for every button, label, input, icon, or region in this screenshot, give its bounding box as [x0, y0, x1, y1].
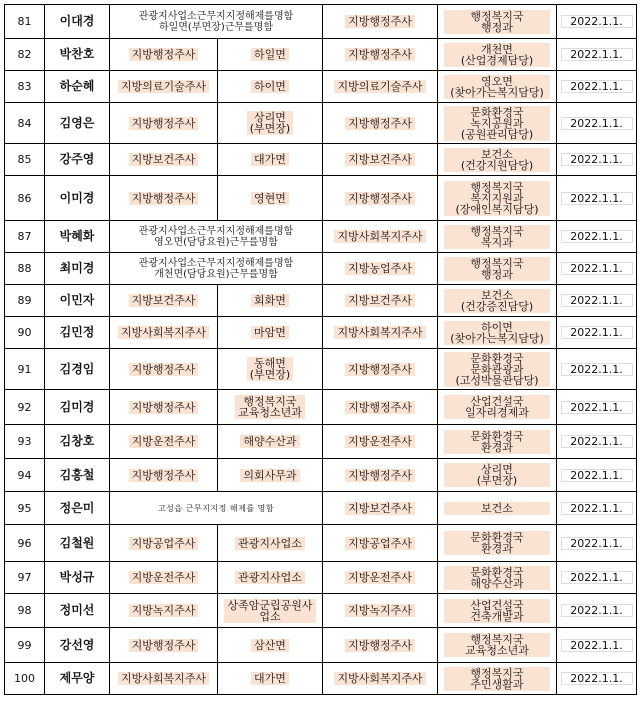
effective-date-text: 2022.1.1.	[561, 262, 633, 275]
destination-department	[438, 349, 557, 390]
row-number	[5, 562, 45, 594]
destination-department	[438, 39, 557, 71]
table-row	[5, 285, 637, 317]
row-number	[5, 221, 45, 253]
current-position	[110, 525, 218, 562]
effective-date-text: 2022.1.1.	[561, 15, 633, 28]
effective-date-text: 2022.1.1.	[561, 571, 633, 584]
current-position-text: 지방의료기술주사	[118, 80, 209, 93]
person-name-text: 김창호	[59, 434, 95, 448]
destination-department	[438, 663, 557, 695]
current-department	[218, 103, 323, 144]
person-name	[45, 39, 110, 71]
row-number-text: 99	[17, 638, 32, 652]
current-position-text: 지방공업주사	[129, 537, 199, 550]
person-name	[45, 425, 110, 459]
table-row	[5, 5, 637, 39]
new-position-text: 지방운전주사	[345, 571, 415, 584]
current-position-text: 지방녹지주사	[129, 604, 199, 617]
new-position	[323, 144, 438, 176]
effective-date	[557, 492, 637, 525]
person-name	[45, 525, 110, 562]
new-position	[323, 317, 438, 349]
new-position	[323, 5, 438, 39]
destination-department	[438, 103, 557, 144]
person-name-text: 이미경	[59, 190, 95, 205]
destination-department-text: 문화환경국 해양수산과	[444, 566, 550, 590]
table-row	[5, 628, 637, 663]
current-assignment	[110, 492, 323, 525]
row-number	[5, 5, 45, 39]
effective-date-text: 2022.1.1.	[561, 537, 633, 550]
destination-department	[438, 5, 557, 39]
row-number	[5, 71, 45, 103]
current-assignment-text: 관광지사업소근무지지정해제를명함 하일면(부면장)근무를명함	[138, 10, 294, 33]
destination-department	[438, 71, 557, 103]
new-position-text: 지방행정주사	[345, 192, 415, 205]
destination-department-text: 산업건설국 건축개발과	[444, 599, 550, 623]
current-department-text: 상리면 (부면장)	[247, 111, 293, 135]
row-number-text: 82	[17, 48, 32, 61]
current-position-text: 지방사회복지주사	[118, 326, 209, 339]
row-number	[5, 663, 45, 695]
row-number-text: 86	[17, 191, 32, 205]
new-position	[323, 253, 438, 285]
new-position-text: 지방의료기술주사	[334, 80, 425, 93]
new-position	[323, 349, 438, 390]
person-name-text: 강선영	[59, 637, 95, 652]
current-position-text: 지방행정주사	[129, 363, 199, 376]
row-number-text: 81	[17, 15, 32, 28]
person-name-text: 김홍철	[59, 467, 95, 482]
destination-department-text: 보건소 (건강지원담당)	[444, 148, 550, 172]
effective-date-text: 2022.1.1.	[561, 672, 633, 685]
person-name	[45, 562, 110, 594]
row-number	[5, 39, 45, 71]
table-row	[5, 71, 637, 103]
effective-date-text: 2022.1.1.	[561, 502, 633, 515]
destination-department-text: 상리면 (부면장)	[444, 463, 550, 487]
current-department-text: 영현면	[251, 192, 289, 205]
new-position-text: 지방사회복지주사	[334, 230, 425, 243]
new-position-text: 지방운전주사	[345, 435, 415, 448]
new-position	[323, 562, 438, 594]
table-row	[5, 390, 637, 425]
person-name	[45, 144, 110, 176]
new-position-text: 지방행정주사	[345, 401, 415, 414]
effective-date-text: 2022.1.1.	[561, 80, 633, 93]
current-position-text: 지방사회복지주사	[118, 672, 209, 685]
destination-department-text: 문화환경국 문화관광과 (고성박물관담당)	[444, 352, 550, 387]
row-number-text: 89	[17, 294, 32, 307]
current-assignment	[110, 5, 323, 39]
current-position	[110, 628, 218, 663]
current-department-text: 회화면	[251, 294, 289, 307]
person-name	[45, 71, 110, 103]
current-position	[110, 562, 218, 594]
current-department-text: 대가면	[251, 672, 289, 685]
effective-date	[557, 562, 637, 594]
destination-department-text: 행정복지국 주민생활과	[444, 667, 550, 691]
person-name-text: 박혜화	[59, 229, 95, 243]
row-number	[5, 594, 45, 628]
current-department-text: 해양수산과	[240, 435, 299, 448]
row-number-text: 91	[17, 362, 32, 376]
current-position-text: 지방행정주사	[129, 117, 199, 130]
current-department	[218, 39, 323, 71]
table-row	[5, 663, 637, 695]
destination-department	[438, 562, 557, 594]
current-department	[218, 562, 323, 594]
effective-date-text: 2022.1.1.	[561, 230, 633, 243]
current-position	[110, 459, 218, 492]
effective-date	[557, 144, 637, 176]
current-department	[218, 628, 323, 663]
current-assignment	[110, 253, 323, 285]
effective-date-text: 2022.1.1.	[561, 401, 633, 414]
current-department	[218, 71, 323, 103]
row-number	[5, 525, 45, 562]
current-department-text: 동해면 (부면장)	[247, 357, 293, 381]
table-row	[5, 594, 637, 628]
effective-date	[557, 317, 637, 349]
new-position-text: 지방행정주사	[345, 117, 415, 130]
effective-date-text: 2022.1.1.	[561, 48, 633, 61]
current-department	[218, 459, 323, 492]
effective-date	[557, 39, 637, 71]
row-number-text: 98	[17, 604, 32, 617]
person-name	[45, 492, 110, 525]
effective-date	[557, 349, 637, 390]
current-position-text: 지방운전주사	[129, 435, 199, 448]
destination-department	[438, 525, 557, 562]
person-name	[45, 349, 110, 390]
table-row	[5, 253, 637, 285]
person-name-text: 정은미	[59, 500, 95, 515]
destination-department	[438, 221, 557, 253]
person-name	[45, 663, 110, 695]
table-row	[5, 144, 637, 176]
effective-date	[557, 176, 637, 221]
current-position	[110, 390, 218, 425]
new-position	[323, 176, 438, 221]
person-name-text: 김철원	[59, 535, 95, 550]
row-number-text: 83	[17, 80, 32, 93]
current-department	[218, 349, 323, 390]
row-number-text: 95	[17, 501, 32, 515]
current-position	[110, 39, 218, 71]
current-department-text: 의회사무과	[240, 469, 299, 482]
effective-date-text: 2022.1.1.	[561, 117, 633, 130]
destination-department	[438, 390, 557, 425]
new-position-text: 지방사회복지주사	[334, 672, 425, 685]
current-department-text: 대가면	[251, 153, 289, 166]
effective-date-text: 2022.1.1.	[561, 294, 633, 307]
row-number	[5, 492, 45, 525]
effective-date	[557, 71, 637, 103]
destination-department-text: 개천면 (산업경제담당)	[444, 43, 550, 67]
row-number-text: 88	[17, 262, 32, 275]
effective-date	[557, 459, 637, 492]
effective-date-text: 2022.1.1.	[561, 363, 633, 376]
row-number	[5, 103, 45, 144]
destination-department	[438, 317, 557, 349]
person-name	[45, 594, 110, 628]
row-number	[5, 349, 45, 390]
person-name-text: 이민자	[59, 293, 95, 307]
current-position	[110, 144, 218, 176]
effective-date	[557, 221, 637, 253]
table-row	[5, 317, 637, 349]
new-position	[323, 594, 438, 628]
current-position	[110, 103, 218, 144]
effective-date	[557, 285, 637, 317]
current-department	[218, 176, 323, 221]
new-position	[323, 221, 438, 253]
effective-date	[557, 103, 637, 144]
current-department	[218, 525, 323, 562]
person-name-text: 강주영	[59, 152, 95, 166]
current-position	[110, 71, 218, 103]
table-row	[5, 221, 637, 253]
destination-department-text: 하이면 (찾아가는복지담당)	[444, 321, 550, 345]
destination-department-text: 문화환경국 녹지공원과 (공원관리담당)	[444, 106, 550, 141]
current-department	[218, 285, 323, 317]
destination-department	[438, 594, 557, 628]
row-number	[5, 285, 45, 317]
current-department-text: 마암면	[251, 326, 289, 339]
effective-date-text: 2022.1.1.	[561, 326, 633, 339]
destination-department	[438, 425, 557, 459]
current-position	[110, 349, 218, 390]
person-name	[45, 628, 110, 663]
person-name-text: 김미경	[59, 399, 95, 414]
new-position	[323, 459, 438, 492]
current-position	[110, 176, 218, 221]
current-department-text: 하이면	[251, 80, 289, 93]
current-position	[110, 285, 218, 317]
row-number	[5, 253, 45, 285]
new-position	[323, 628, 438, 663]
new-position	[323, 71, 438, 103]
destination-department-text: 행정복지국 복지과	[444, 225, 550, 249]
person-name-text: 김영은	[59, 115, 95, 130]
new-position-text: 지방보건주사	[345, 294, 415, 307]
person-name-text: 김경임	[59, 361, 95, 376]
table-row	[5, 492, 637, 525]
new-position-text: 지방사회복지주사	[334, 326, 425, 339]
new-position-text: 지방행정주사	[345, 639, 415, 652]
current-department-text: 관광지사업소	[235, 571, 305, 584]
row-number-text: 93	[17, 435, 32, 448]
current-position	[110, 317, 218, 349]
current-position-text: 지방행정주사	[129, 192, 199, 205]
new-position	[323, 492, 438, 525]
destination-department	[438, 628, 557, 663]
person-name-text: 정미선	[59, 603, 95, 617]
new-position	[323, 663, 438, 695]
effective-date	[557, 390, 637, 425]
current-assignment-text: 관광지사업소근무지지정해제를명함 개천면(담당요원)근무를명함	[138, 257, 294, 280]
new-position-text: 지방행정주사	[345, 469, 415, 482]
person-name-text: 최미경	[59, 261, 95, 275]
person-name-text: 김민정	[59, 325, 95, 339]
effective-date	[557, 253, 637, 285]
table-row	[5, 349, 637, 390]
current-position-text: 지방운전주사	[129, 571, 199, 584]
table-row	[5, 103, 637, 144]
row-number	[5, 459, 45, 492]
new-position-text: 지방보건주사	[345, 502, 415, 515]
effective-date	[557, 525, 637, 562]
row-number	[5, 176, 45, 221]
current-department-text: 하일면	[251, 48, 289, 61]
new-position-text: 지방행정주사	[345, 48, 415, 61]
destination-department-text: 영오면 (찾아가는복지담당)	[444, 75, 550, 99]
current-position-text: 지방행정주사	[129, 401, 199, 414]
current-position	[110, 663, 218, 695]
person-name-text: 박성규	[59, 570, 95, 584]
row-number	[5, 390, 45, 425]
new-position-text: 지방행정주사	[345, 15, 415, 28]
person-name	[45, 221, 110, 253]
new-position	[323, 103, 438, 144]
new-position-text: 지방공업주사	[345, 537, 415, 550]
effective-date-text: 2022.1.1.	[561, 435, 633, 448]
person-name	[45, 103, 110, 144]
destination-department-text: 행정복지국 행정과	[444, 257, 550, 281]
current-position-text: 지방행정주사	[129, 48, 199, 61]
destination-department	[438, 176, 557, 221]
table-row	[5, 39, 637, 71]
row-number	[5, 425, 45, 459]
destination-department-text: 보건소 (건강증진담당)	[444, 289, 550, 313]
effective-date	[557, 594, 637, 628]
row-number-text: 100	[14, 672, 35, 685]
destination-department	[438, 285, 557, 317]
table-row	[5, 425, 637, 459]
person-name-text: 하순혜	[59, 79, 95, 93]
current-position-text: 지방보건주사	[129, 153, 199, 166]
effective-date	[557, 663, 637, 695]
effective-date-text: 2022.1.1.	[561, 153, 633, 166]
current-department	[218, 663, 323, 695]
person-name	[45, 390, 110, 425]
effective-date	[557, 5, 637, 39]
current-department-text: 삼산면	[251, 639, 289, 652]
effective-date-text: 2022.1.1.	[561, 604, 633, 617]
destination-department-text: 보건소	[444, 502, 550, 515]
effective-date-text: 2022.1.1.	[561, 639, 633, 652]
new-position	[323, 425, 438, 459]
effective-date-text: 2022.1.1.	[561, 469, 633, 482]
row-number	[5, 144, 45, 176]
table-row	[5, 562, 637, 594]
person-name-text: 박찬호	[59, 47, 95, 61]
new-position-text: 지방농업주사	[345, 262, 415, 275]
personnel-table-body	[5, 5, 637, 695]
row-number-text: 87	[17, 230, 32, 243]
new-position-text: 지방녹지주사	[345, 604, 415, 617]
destination-department-text: 행정복지국 교육청소년과	[444, 633, 550, 657]
current-position-text: 지방행정주사	[129, 469, 199, 482]
person-name-text: 이대경	[59, 14, 95, 28]
destination-department-text: 산업건설국 일자리경제과	[444, 395, 550, 419]
row-number-text: 94	[17, 468, 32, 482]
person-name-text: 제무양	[59, 671, 95, 685]
current-department-text: 관광지사업소	[235, 537, 305, 550]
new-position	[323, 525, 438, 562]
person-name	[45, 5, 110, 39]
current-position	[110, 425, 218, 459]
new-position-text: 지방행정주사	[345, 363, 415, 376]
destination-department-text: 문화환경국 환경과	[444, 531, 550, 555]
person-name	[45, 459, 110, 492]
table-row	[5, 525, 637, 562]
row-number-text: 90	[17, 326, 32, 339]
new-position	[323, 285, 438, 317]
row-number	[5, 628, 45, 663]
destination-department-text: 문화환경국 환경과	[444, 430, 550, 454]
current-department	[218, 317, 323, 349]
current-assignment-text: 관광지사업소근무지지정해제를명함 영오면(담당요원)근무를명함	[138, 225, 294, 248]
current-position-text: 지방행정주사	[129, 639, 199, 652]
current-position-text: 지방보건주사	[129, 294, 199, 307]
person-name	[45, 253, 110, 285]
row-number-text: 85	[17, 153, 32, 166]
row-number-text: 92	[17, 400, 32, 414]
current-department	[218, 144, 323, 176]
table-row	[5, 176, 637, 221]
person-name	[45, 285, 110, 317]
current-department-text: 상족암군립공원사 업소	[224, 599, 315, 623]
row-number	[5, 317, 45, 349]
new-position	[323, 39, 438, 71]
destination-department	[438, 144, 557, 176]
effective-date-text: 2022.1.1.	[561, 192, 633, 205]
effective-date	[557, 628, 637, 663]
personnel-table	[4, 4, 637, 695]
row-number-text: 97	[17, 571, 32, 584]
new-position-text: 지방보건주사	[345, 153, 415, 166]
destination-department-text: 행정복지국 행정과	[444, 10, 550, 34]
destination-department	[438, 253, 557, 285]
destination-department	[438, 459, 557, 492]
new-position	[323, 390, 438, 425]
row-number-text: 96	[17, 536, 32, 550]
destination-department-text: 행정복지국 복지지원과 (장애인복지담당)	[444, 181, 550, 216]
effective-date	[557, 425, 637, 459]
table-row	[5, 459, 637, 492]
current-position	[110, 594, 218, 628]
current-department	[218, 425, 323, 459]
person-name	[45, 176, 110, 221]
current-assignment-text: 고성읍 근무지지정 해제를 명함	[157, 503, 275, 513]
current-assignment	[110, 221, 323, 253]
person-name	[45, 317, 110, 349]
current-department	[218, 594, 323, 628]
current-department	[218, 390, 323, 425]
destination-department	[438, 492, 557, 525]
row-number-text: 84	[17, 116, 32, 130]
current-department-text: 행정복지국 교육청소년과	[235, 395, 305, 419]
